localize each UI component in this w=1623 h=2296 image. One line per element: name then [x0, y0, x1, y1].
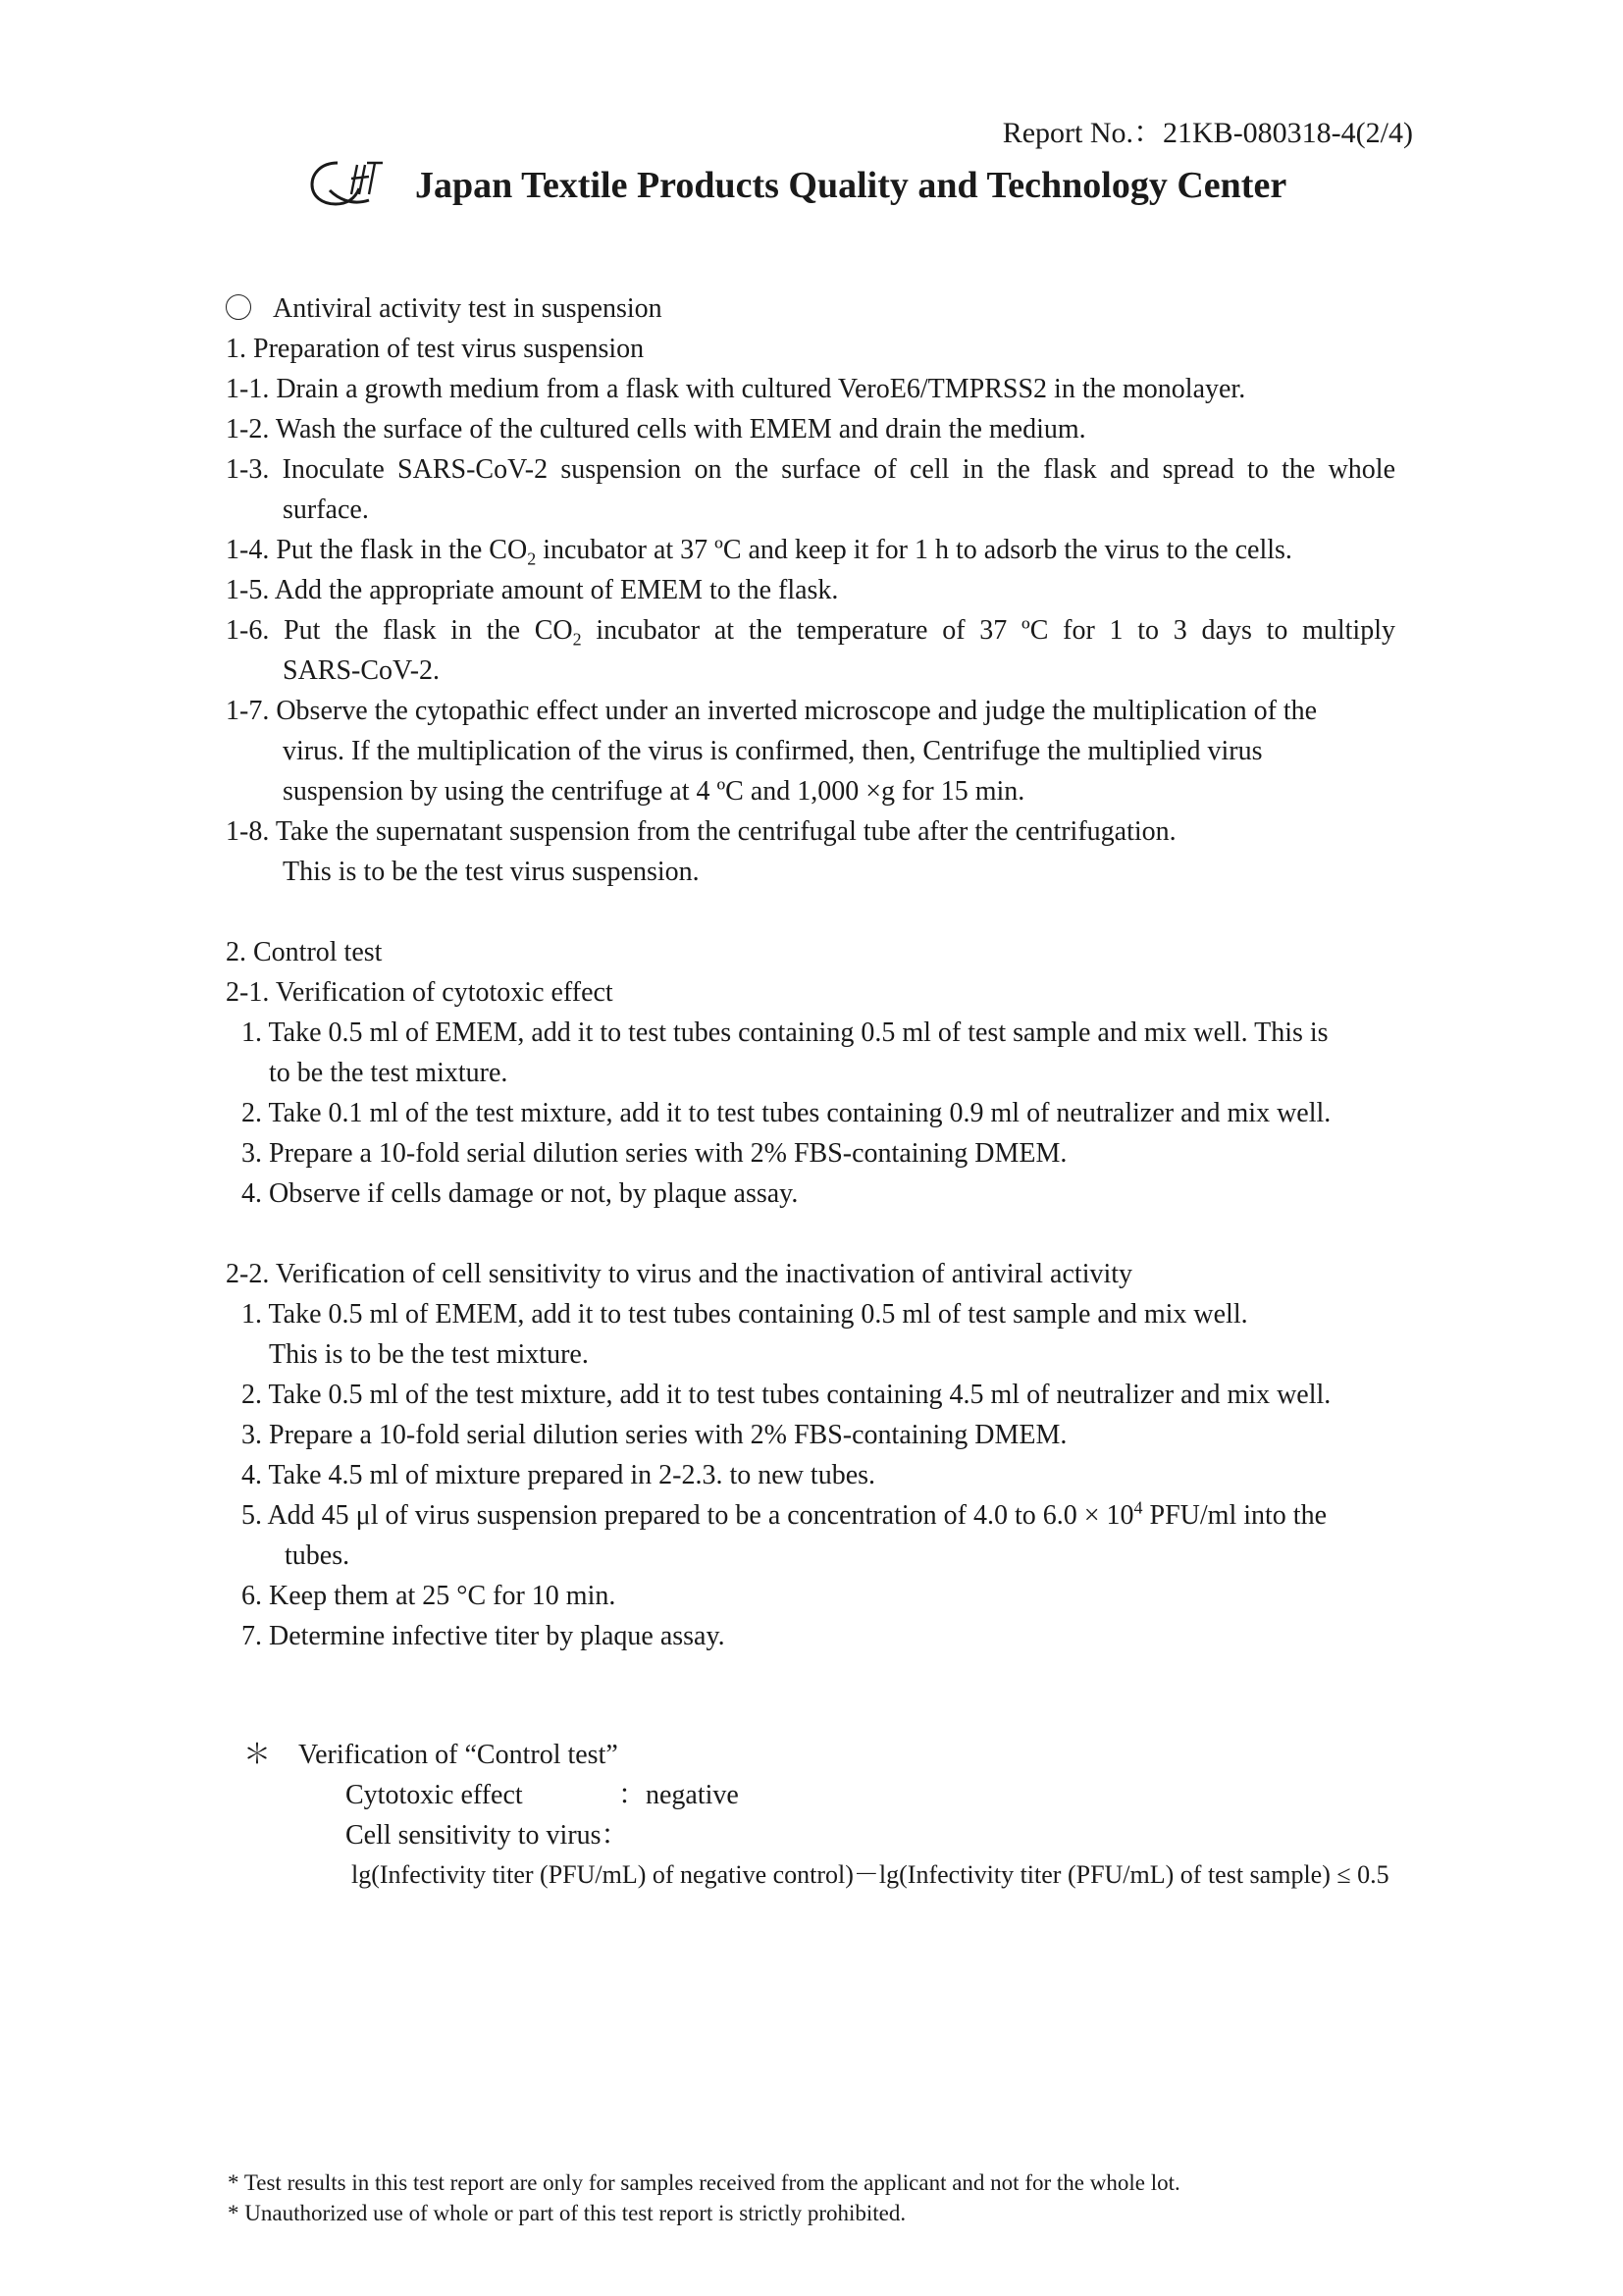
section-heading: Antiviral activity test in suspension [226, 291, 1403, 327]
step-1-6: 1-6. Put the flask in the $CO_2$ incubator at the temperature of 37 ºC for 1 to 3 days to multiply [226, 615, 1395, 650]
subsection-title: 2-2. Verification of cell sensitivity to virus and the inactivation of antiviral activity [226, 1259, 1133, 1289]
list-item: 2. Take 0.1 ml of the test mixture, add it to test tubes containing 0.9 ml of neutralizer and mix well. [241, 1098, 1332, 1128]
footer-note: * Test results in this test report are only for samples received from the applicant and not for the whole lot. [228, 2170, 1180, 2195]
step-1-8: 1-8. Take the supernatant suspension from the centrifugal tube after the centrifugation. [226, 816, 1177, 847]
step-1-6-cont: SARS-CoV-2. [283, 655, 441, 686]
list-item-cont: This is to be the test mixture. [269, 1339, 589, 1370]
list-item: 6. Keep them at 25 °C for 10 min. [241, 1581, 616, 1611]
list-item: 2. Take 0.5 ml of the test mixture, add it to test tubes containing 4.5 ml of neutralizer and mix well. [241, 1380, 1332, 1410]
qtec-logo-icon [308, 155, 389, 210]
step-1-4: 1-4. Put the flask in the $CO_2$ incubator at 37 ºC and keep it for 1 h to adsorb the virus to the cells. [226, 535, 1292, 569]
report-number: Report No.：21KB-080318-4(2/4) [1002, 117, 1413, 149]
section-title: 2. Control test [226, 937, 383, 967]
sensitivity-label: Cell sensitivity to virus： [345, 1820, 629, 1851]
step-1-7-cont: suspension by using the centrifuge at 4 ºC and 1,000 ×g for 15 min. [283, 776, 1025, 807]
organization-name: Japan Textile Products Quality and Technology Center [415, 165, 1287, 206]
list-item-cont: to be the test mixture. [269, 1058, 508, 1088]
step-1-3: 1-3. Inoculate SARS-CoV-2 suspension on the surface of cell in the flask and spread to the whole [226, 454, 1395, 485]
cytotoxic-label: Cytotoxic effect [345, 1780, 523, 1810]
list-item: 3. Prepare a 10-fold serial dilution series with 2% FBS-containing DMEM. [241, 1138, 1068, 1169]
list-item: 5. Add 45 μl of virus suspension prepared to be a concentration of 4.0 to $6.0 \times 10^4$ PFU/ml into the [241, 1497, 1327, 1531]
list-item: 7. Determine infective titer by plaque assay. [241, 1621, 725, 1651]
step-1-3-cont: surface. [283, 495, 369, 525]
step-1-8-cont: This is to be the test virus suspension. [283, 857, 700, 887]
step-1-5: 1-5. Add the appropriate amount of EMEM to the flask. [226, 575, 839, 605]
cytotoxic-value: ：negative [618, 1780, 739, 1810]
circle-icon [226, 294, 251, 320]
list-item: 1. Take 0.5 ml of EMEM, add it to test tubes containing 0.5 ml of test sample and mix well. [241, 1299, 1248, 1330]
list-item-cont: tubes. [285, 1540, 350, 1571]
sensitivity-formula: lg(Infectivity titer (PFU/mL) of negative control)－lg(Infectivity titer (PFU/mL) of test sample) ≤ 0.5 [351, 1860, 1389, 1889]
list-item: 1. Take 0.5 ml of EMEM, add it to test tubes containing 0.5 ml of test sample and mix well. This is [241, 1018, 1329, 1048]
step-1-2: 1-2. Wash the surface of the cultured cells with EMEM and drain the medium. [226, 414, 1086, 444]
subsection-title: 2-1. Verification of cytotoxic effect [226, 977, 613, 1008]
list-item: 3. Prepare a 10-fold serial dilution series with 2% FBS-containing DMEM. [241, 1420, 1068, 1450]
step-1-1: 1-1. Drain a growth medium from a flask with cultured VeroE6/TMPRSS2 in the monolayer. [226, 374, 1246, 404]
step-1-7-cont: virus. If the multiplication of the virus is confirmed, then, Centrifuge the multiplied virus [283, 736, 1263, 766]
step-1-7: 1-7. Observe the cytopathic effect under an inverted microscope and judge the multiplication of the [226, 696, 1318, 726]
footer-note: * Unauthorized use of whole or part of this test report is strictly prohibited. [228, 2201, 907, 2225]
verification-title: Verification of “Control test” [298, 1740, 618, 1770]
list-item: 4. Observe if cells damage or not, by plaque assay. [241, 1178, 799, 1209]
list-item: 4. Take 4.5 ml of mixture prepared in 2-2.3. to new tubes. [241, 1460, 876, 1490]
asterisk-marker: ＊ [243, 1740, 272, 1770]
section-title: 1. Preparation of test virus suspension [226, 334, 645, 364]
